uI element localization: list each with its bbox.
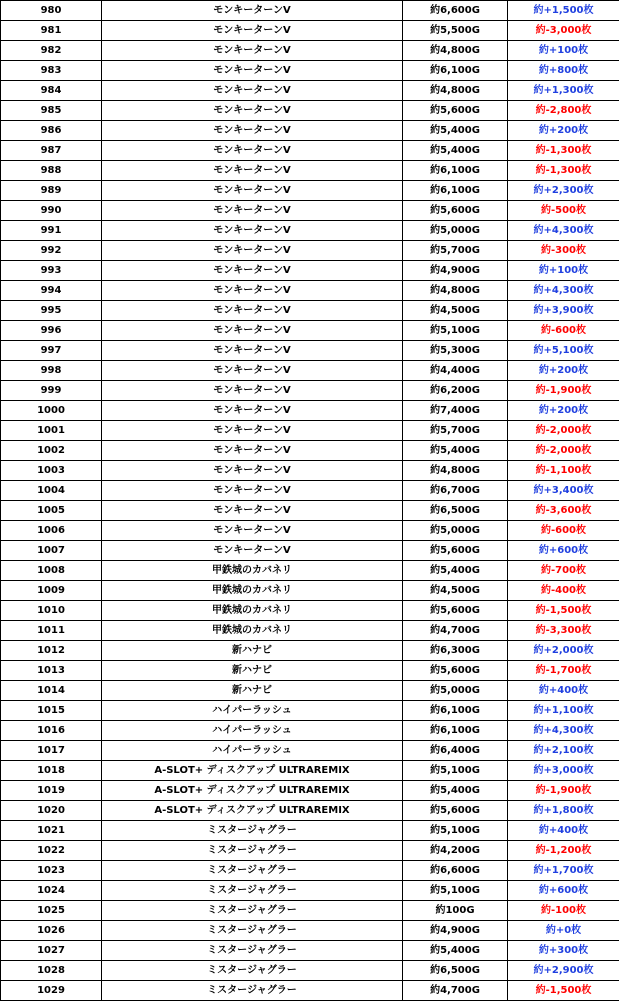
machine-number-cell: 1019 bbox=[1, 781, 102, 801]
machine-name-cell: モンキーターンV bbox=[102, 61, 403, 81]
medal-difference-cell: 約+3,000枚 bbox=[508, 761, 619, 781]
machine-number-cell: 992 bbox=[1, 241, 102, 261]
machine-number-cell: 1001 bbox=[1, 421, 102, 441]
machine-number-cell: 1029 bbox=[1, 981, 102, 1001]
medal-difference-cell: 約-3,600枚 bbox=[508, 501, 619, 521]
medal-difference-cell: 約-600枚 bbox=[508, 521, 619, 541]
machine-name-cell: モンキーターンV bbox=[102, 481, 403, 501]
games-played-cell: 約6,300G bbox=[403, 641, 508, 661]
machine-name-cell: モンキーターンV bbox=[102, 201, 403, 221]
games-played-cell: 約5,400G bbox=[403, 141, 508, 161]
table-row bbox=[1, 521, 619, 541]
machine-name-cell: ミスタージャグラー bbox=[102, 901, 403, 921]
table-row bbox=[1, 381, 619, 401]
games-played-cell: 約6,100G bbox=[403, 161, 508, 181]
machine-number-cell: 1010 bbox=[1, 601, 102, 621]
machine-number-cell: 1014 bbox=[1, 681, 102, 701]
machine-name-cell: モンキーターンV bbox=[102, 141, 403, 161]
medal-difference-cell: 約+3,400枚 bbox=[508, 481, 619, 501]
medal-difference-cell: 約-1,500枚 bbox=[508, 601, 619, 621]
machine-name-cell: 甲鉄城のカバネリ bbox=[102, 581, 403, 601]
table-row bbox=[1, 621, 619, 641]
table-row bbox=[1, 821, 619, 841]
games-played-cell: 約4,400G bbox=[403, 361, 508, 381]
games-played-cell: 約4,500G bbox=[403, 301, 508, 321]
machine-number-cell: 995 bbox=[1, 301, 102, 321]
medal-difference-cell: 約+200枚 bbox=[508, 121, 619, 141]
machine-name-cell: 甲鉄城のカバネリ bbox=[102, 621, 403, 641]
machine-name-cell: A-SLOT+ ディスクアップ ULTRAREMIX bbox=[102, 761, 403, 781]
machine-number-cell: 1023 bbox=[1, 861, 102, 881]
machine-name-cell: ハイパーラッシュ bbox=[102, 701, 403, 721]
machine-number-cell: 980 bbox=[1, 1, 102, 21]
games-played-cell: 約6,200G bbox=[403, 381, 508, 401]
games-played-cell: 約6,500G bbox=[403, 501, 508, 521]
machine-name-cell: モンキーターンV bbox=[102, 361, 403, 381]
games-played-cell: 約5,700G bbox=[403, 421, 508, 441]
table-row bbox=[1, 601, 619, 621]
medal-difference-cell: 約+3,900枚 bbox=[508, 301, 619, 321]
games-played-cell: 約5,700G bbox=[403, 241, 508, 261]
machine-number-cell: 999 bbox=[1, 381, 102, 401]
machine-number-cell: 984 bbox=[1, 81, 102, 101]
medal-difference-cell: 約-3,000枚 bbox=[508, 21, 619, 41]
games-played-cell: 約5,600G bbox=[403, 101, 508, 121]
machine-number-cell: 1017 bbox=[1, 741, 102, 761]
table-row bbox=[1, 121, 619, 141]
machine-number-cell: 989 bbox=[1, 181, 102, 201]
table-row bbox=[1, 461, 619, 481]
medal-difference-cell: 約-1,500枚 bbox=[508, 981, 619, 1001]
table-row bbox=[1, 961, 619, 981]
games-played-cell: 約4,700G bbox=[403, 981, 508, 1001]
games-played-cell: 約5,000G bbox=[403, 521, 508, 541]
machine-number-cell: 1021 bbox=[1, 821, 102, 841]
machine-name-cell: モンキーターンV bbox=[102, 241, 403, 261]
medal-difference-cell: 約+600枚 bbox=[508, 881, 619, 901]
medal-difference-cell: 約+0枚 bbox=[508, 921, 619, 941]
machine-number-cell: 993 bbox=[1, 261, 102, 281]
games-played-cell: 約4,200G bbox=[403, 841, 508, 861]
medal-difference-cell: 約-300枚 bbox=[508, 241, 619, 261]
machine-name-cell: モンキーターンV bbox=[102, 541, 403, 561]
medal-difference-cell: 約-2,000枚 bbox=[508, 441, 619, 461]
machine-number-cell: 1006 bbox=[1, 521, 102, 541]
games-played-cell: 約4,800G bbox=[403, 461, 508, 481]
machine-name-cell: モンキーターンV bbox=[102, 101, 403, 121]
machine-name-cell: ミスタージャグラー bbox=[102, 821, 403, 841]
table-row bbox=[1, 681, 619, 701]
games-played-cell: 約6,500G bbox=[403, 961, 508, 981]
table-row bbox=[1, 941, 619, 961]
games-played-cell: 約5,400G bbox=[403, 781, 508, 801]
machine-name-cell: モンキーターンV bbox=[102, 261, 403, 281]
medal-difference-cell: 約+1,300枚 bbox=[508, 81, 619, 101]
medal-difference-cell: 約-1,900枚 bbox=[508, 381, 619, 401]
games-played-cell: 約5,600G bbox=[403, 201, 508, 221]
machine-number-cell: 1015 bbox=[1, 701, 102, 721]
machine-number-cell: 994 bbox=[1, 281, 102, 301]
table-row bbox=[1, 221, 619, 241]
games-played-cell: 約5,100G bbox=[403, 761, 508, 781]
machine-name-cell: 新ハナビ bbox=[102, 681, 403, 701]
machine-name-cell: モンキーターンV bbox=[102, 301, 403, 321]
machine-number-cell: 983 bbox=[1, 61, 102, 81]
games-played-cell: 約4,900G bbox=[403, 921, 508, 941]
games-played-cell: 約5,600G bbox=[403, 601, 508, 621]
medal-difference-cell: 約+1,700枚 bbox=[508, 861, 619, 881]
machine-number-cell: 1004 bbox=[1, 481, 102, 501]
machine-name-cell: ミスタージャグラー bbox=[102, 921, 403, 941]
medal-difference-cell: 約+1,500枚 bbox=[508, 1, 619, 21]
table-row bbox=[1, 261, 619, 281]
machine-number-cell: 1024 bbox=[1, 881, 102, 901]
medal-difference-cell: 約-1,900枚 bbox=[508, 781, 619, 801]
games-played-cell: 約5,600G bbox=[403, 541, 508, 561]
medal-difference-cell: 約-400枚 bbox=[508, 581, 619, 601]
table-row bbox=[1, 481, 619, 501]
table-row bbox=[1, 981, 619, 1001]
table-row bbox=[1, 841, 619, 861]
table-row bbox=[1, 61, 619, 81]
machine-name-cell: モンキーターンV bbox=[102, 421, 403, 441]
machine-name-cell: モンキーターンV bbox=[102, 121, 403, 141]
machine-name-cell: モンキーターンV bbox=[102, 161, 403, 181]
machine-number-cell: 1027 bbox=[1, 941, 102, 961]
table-row bbox=[1, 781, 619, 801]
games-played-cell: 約4,800G bbox=[403, 281, 508, 301]
medal-difference-cell: 約+1,800枚 bbox=[508, 801, 619, 821]
table-row bbox=[1, 701, 619, 721]
games-played-cell: 約5,400G bbox=[403, 941, 508, 961]
machine-number-cell: 1022 bbox=[1, 841, 102, 861]
machine-name-cell: モンキーターンV bbox=[102, 281, 403, 301]
medal-difference-cell: 約+2,300枚 bbox=[508, 181, 619, 201]
games-played-cell: 約5,400G bbox=[403, 561, 508, 581]
machine-number-cell: 990 bbox=[1, 201, 102, 221]
table-row bbox=[1, 861, 619, 881]
medal-difference-cell: 約-1,200枚 bbox=[508, 841, 619, 861]
games-played-cell: 約6,400G bbox=[403, 741, 508, 761]
games-played-cell: 約4,900G bbox=[403, 261, 508, 281]
medal-difference-cell: 約+4,300枚 bbox=[508, 221, 619, 241]
machine-number-cell: 1000 bbox=[1, 401, 102, 421]
medal-difference-cell: 約-700枚 bbox=[508, 561, 619, 581]
machine-name-cell: ミスタージャグラー bbox=[102, 841, 403, 861]
machine-number-cell: 996 bbox=[1, 321, 102, 341]
games-played-cell: 約6,700G bbox=[403, 481, 508, 501]
machine-name-cell: ミスタージャグラー bbox=[102, 941, 403, 961]
medal-difference-cell: 約+300枚 bbox=[508, 941, 619, 961]
games-played-cell: 約5,500G bbox=[403, 21, 508, 41]
games-played-cell: 約4,700G bbox=[403, 621, 508, 641]
table-row bbox=[1, 21, 619, 41]
medal-difference-cell: 約+100枚 bbox=[508, 261, 619, 281]
table-row bbox=[1, 301, 619, 321]
table-row bbox=[1, 901, 619, 921]
machine-number-cell: 985 bbox=[1, 101, 102, 121]
table-row bbox=[1, 401, 619, 421]
machine-number-cell: 987 bbox=[1, 141, 102, 161]
machine-name-cell: モンキーターンV bbox=[102, 401, 403, 421]
table-row bbox=[1, 801, 619, 821]
machine-name-cell: モンキーターンV bbox=[102, 381, 403, 401]
games-played-cell: 約5,000G bbox=[403, 221, 508, 241]
machine-number-cell: 1003 bbox=[1, 461, 102, 481]
machine-number-cell: 1016 bbox=[1, 721, 102, 741]
machine-number-cell: 1002 bbox=[1, 441, 102, 461]
machine-name-cell: モンキーターンV bbox=[102, 321, 403, 341]
machine-number-cell: 1008 bbox=[1, 561, 102, 581]
medal-difference-cell: 約-600枚 bbox=[508, 321, 619, 341]
machine-name-cell: モンキーターンV bbox=[102, 441, 403, 461]
medal-difference-cell: 約-500枚 bbox=[508, 201, 619, 221]
medal-difference-cell: 約-2,800枚 bbox=[508, 101, 619, 121]
games-played-cell: 約6,600G bbox=[403, 1, 508, 21]
medal-difference-cell: 約-100枚 bbox=[508, 901, 619, 921]
machine-name-cell: ミスタージャグラー bbox=[102, 881, 403, 901]
medal-difference-cell: 約+1,100枚 bbox=[508, 701, 619, 721]
table-row bbox=[1, 761, 619, 781]
table-row bbox=[1, 141, 619, 161]
games-played-cell: 約5,100G bbox=[403, 881, 508, 901]
games-played-cell: 約5,000G bbox=[403, 681, 508, 701]
table-row bbox=[1, 721, 619, 741]
machine-name-cell: モンキーターンV bbox=[102, 21, 403, 41]
medal-difference-cell: 約-3,300枚 bbox=[508, 621, 619, 641]
machine-name-cell: モンキーターンV bbox=[102, 181, 403, 201]
games-played-cell: 約5,400G bbox=[403, 441, 508, 461]
games-played-cell: 約6,100G bbox=[403, 181, 508, 201]
medal-difference-cell: 約+100枚 bbox=[508, 41, 619, 61]
machine-number-cell: 1028 bbox=[1, 961, 102, 981]
machine-name-cell: モンキーターンV bbox=[102, 41, 403, 61]
table-row bbox=[1, 561, 619, 581]
table-row bbox=[1, 541, 619, 561]
machine-number-cell: 981 bbox=[1, 21, 102, 41]
medal-difference-cell: 約+5,100枚 bbox=[508, 341, 619, 361]
machine-number-cell: 982 bbox=[1, 41, 102, 61]
table-row bbox=[1, 101, 619, 121]
medal-difference-cell: 約+400枚 bbox=[508, 821, 619, 841]
table-row bbox=[1, 421, 619, 441]
games-played-cell: 約4,800G bbox=[403, 41, 508, 61]
machine-number-cell: 1009 bbox=[1, 581, 102, 601]
machine-name-cell: 甲鉄城のカバネリ bbox=[102, 561, 403, 581]
machine-number-cell: 1012 bbox=[1, 641, 102, 661]
machine-number-cell: 988 bbox=[1, 161, 102, 181]
machine-name-cell: モンキーターンV bbox=[102, 221, 403, 241]
table-row bbox=[1, 1, 619, 21]
medal-difference-cell: 約+200枚 bbox=[508, 361, 619, 381]
medal-difference-cell: 約+2,900枚 bbox=[508, 961, 619, 981]
table-row bbox=[1, 661, 619, 681]
table-row bbox=[1, 361, 619, 381]
games-played-cell: 約5,100G bbox=[403, 821, 508, 841]
games-played-cell: 約6,100G bbox=[403, 701, 508, 721]
medal-difference-cell: 約+200枚 bbox=[508, 401, 619, 421]
table-row bbox=[1, 201, 619, 221]
games-played-cell: 約5,300G bbox=[403, 341, 508, 361]
machine-name-cell: モンキーターンV bbox=[102, 521, 403, 541]
machine-name-cell: A-SLOT+ ディスクアップ ULTRAREMIX bbox=[102, 781, 403, 801]
medal-difference-cell: 約+400枚 bbox=[508, 681, 619, 701]
machine-name-cell: ミスタージャグラー bbox=[102, 981, 403, 1001]
games-played-cell: 約5,400G bbox=[403, 121, 508, 141]
games-played-cell: 約5,600G bbox=[403, 801, 508, 821]
table-row bbox=[1, 881, 619, 901]
games-played-cell: 約5,100G bbox=[403, 321, 508, 341]
table-row bbox=[1, 581, 619, 601]
medal-difference-cell: 約-1,700枚 bbox=[508, 661, 619, 681]
medal-difference-cell: 約-1,300枚 bbox=[508, 161, 619, 181]
table-row bbox=[1, 921, 619, 941]
table-row bbox=[1, 741, 619, 761]
games-played-cell: 約7,400G bbox=[403, 401, 508, 421]
machine-name-cell: モンキーターンV bbox=[102, 461, 403, 481]
machine-number-cell: 1013 bbox=[1, 661, 102, 681]
games-played-cell: 約4,800G bbox=[403, 81, 508, 101]
table-body bbox=[1, 1, 619, 1001]
medal-difference-cell: 約+4,300枚 bbox=[508, 281, 619, 301]
machine-name-cell: A-SLOT+ ディスクアップ ULTRAREMIX bbox=[102, 801, 403, 821]
medal-difference-cell: 約+600枚 bbox=[508, 541, 619, 561]
machine-name-cell: モンキーターンV bbox=[102, 501, 403, 521]
table-row bbox=[1, 641, 619, 661]
table-row bbox=[1, 41, 619, 61]
machine-number-cell: 1026 bbox=[1, 921, 102, 941]
games-played-cell: 約5,600G bbox=[403, 661, 508, 681]
machine-number-cell: 997 bbox=[1, 341, 102, 361]
medal-difference-cell: 約+800枚 bbox=[508, 61, 619, 81]
games-played-cell: 約6,600G bbox=[403, 861, 508, 881]
machine-number-cell: 1020 bbox=[1, 801, 102, 821]
machine-name-cell: モンキーターンV bbox=[102, 81, 403, 101]
machine-name-cell: ミスタージャグラー bbox=[102, 961, 403, 981]
machine-name-cell: ミスタージャグラー bbox=[102, 861, 403, 881]
medal-difference-cell: 約-2,000枚 bbox=[508, 421, 619, 441]
machine-number-cell: 991 bbox=[1, 221, 102, 241]
machine-number-cell: 1011 bbox=[1, 621, 102, 641]
medal-difference-cell: 約+4,300枚 bbox=[508, 721, 619, 741]
table-row bbox=[1, 281, 619, 301]
machine-name-cell: モンキーターンV bbox=[102, 341, 403, 361]
table-row bbox=[1, 341, 619, 361]
machine-name-cell: ハイパーラッシュ bbox=[102, 741, 403, 761]
machine-number-cell: 998 bbox=[1, 361, 102, 381]
games-played-cell: 約6,100G bbox=[403, 721, 508, 741]
machine-number-cell: 1007 bbox=[1, 541, 102, 561]
table-row bbox=[1, 501, 619, 521]
table-row bbox=[1, 321, 619, 341]
medal-difference-cell: 約+2,000枚 bbox=[508, 641, 619, 661]
machine-number-cell: 1005 bbox=[1, 501, 102, 521]
games-played-cell: 約6,100G bbox=[403, 61, 508, 81]
table-row bbox=[1, 161, 619, 181]
machine-number-cell: 1018 bbox=[1, 761, 102, 781]
games-played-cell: 約100G bbox=[403, 901, 508, 921]
table-row bbox=[1, 241, 619, 261]
machine-name-cell: 新ハナビ bbox=[102, 661, 403, 681]
machine-number-cell: 986 bbox=[1, 121, 102, 141]
table-row bbox=[1, 441, 619, 461]
machine-name-cell: 甲鉄城のカバネリ bbox=[102, 601, 403, 621]
medal-difference-cell: 約+2,100枚 bbox=[508, 741, 619, 761]
machine-number-cell: 1025 bbox=[1, 901, 102, 921]
machine-name-cell: モンキーターンV bbox=[102, 1, 403, 21]
table-row bbox=[1, 81, 619, 101]
medal-difference-cell: 約-1,100枚 bbox=[508, 461, 619, 481]
medal-difference-cell: 約-1,300枚 bbox=[508, 141, 619, 161]
table-row bbox=[1, 181, 619, 201]
machine-name-cell: ハイパーラッシュ bbox=[102, 721, 403, 741]
games-played-cell: 約4,500G bbox=[403, 581, 508, 601]
machine-name-cell: 新ハナビ bbox=[102, 641, 403, 661]
